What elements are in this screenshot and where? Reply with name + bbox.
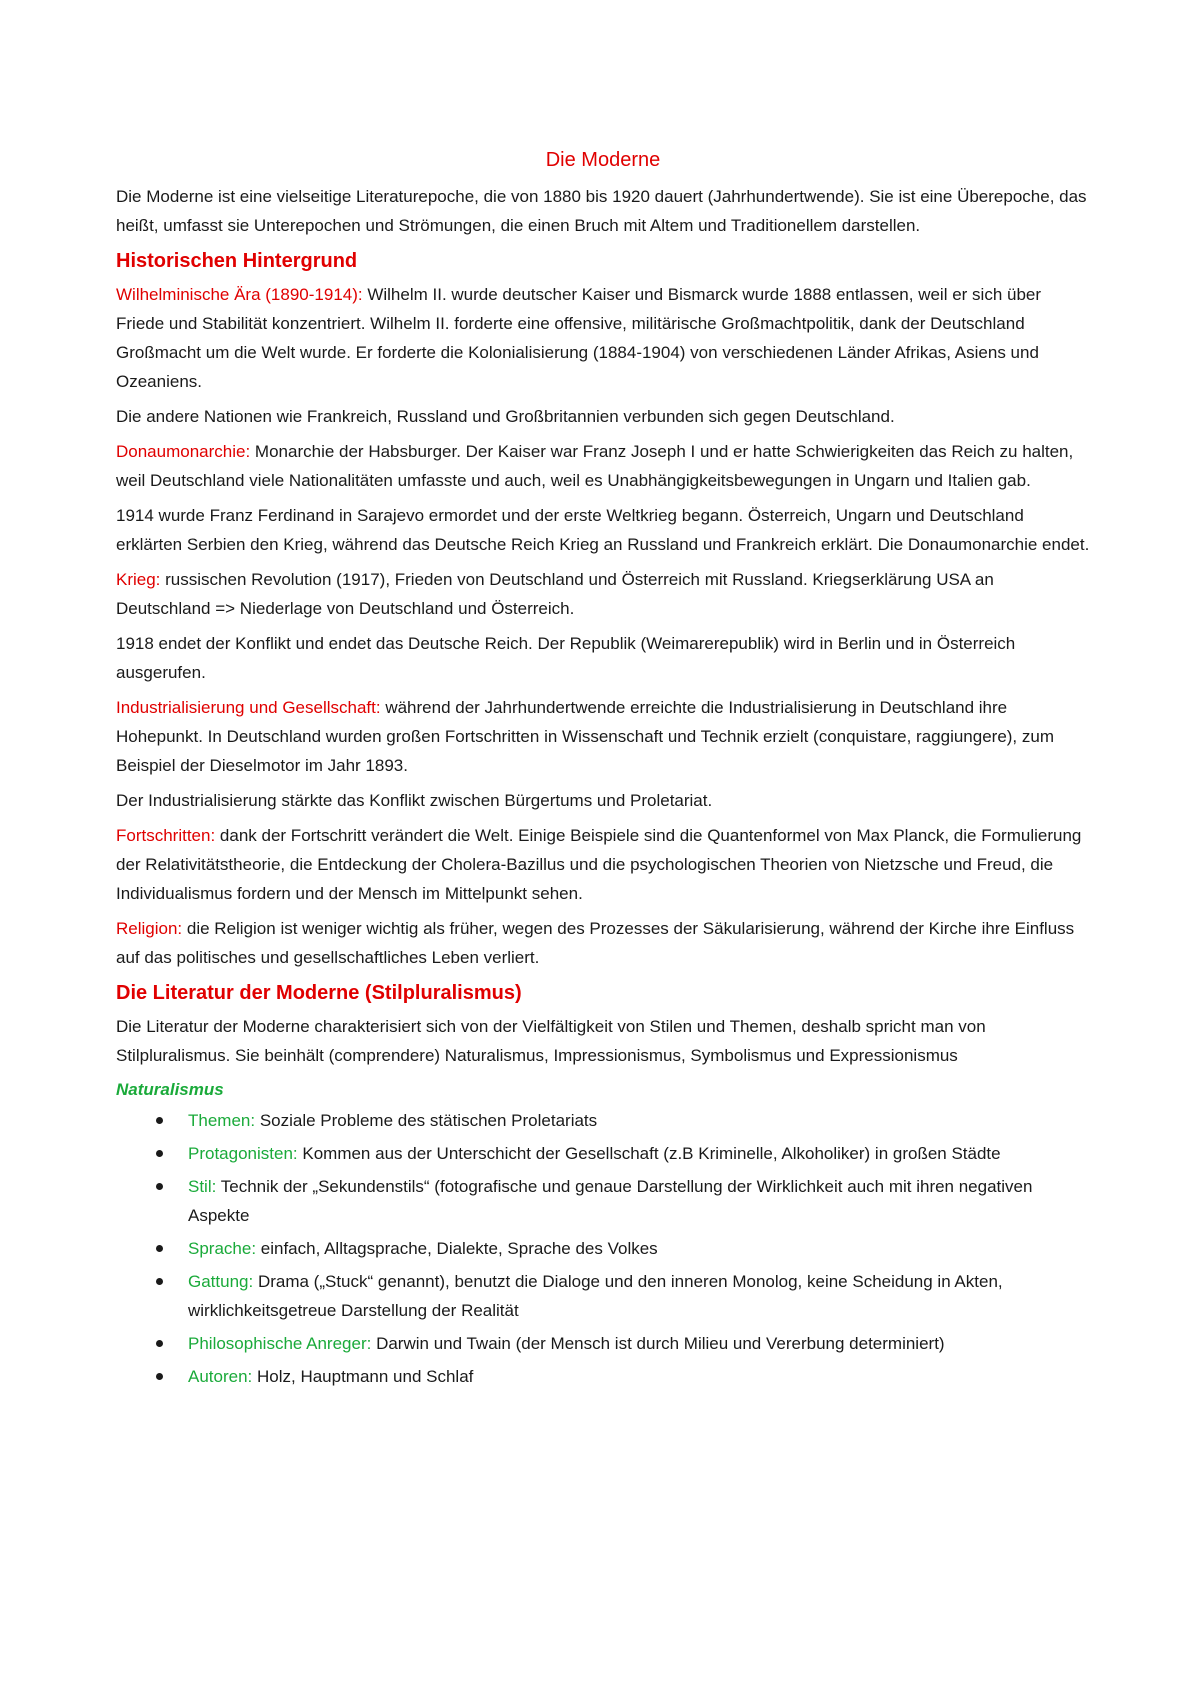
paragraph-fortschritten <box>116 821 1090 908</box>
item-label: Autoren: <box>188 1367 253 1386</box>
item-text: einfach, Alltagsprache, Dialekte, Sprache des Volkes <box>256 1239 658 1258</box>
naturalismus-list <box>116 1106 1090 1391</box>
intro-paragraph: Die Moderne ist eine vielseitige Literaturepoche, die von 1880 bis 1920 dauert (Jahrhundertwende). Sie ist eine Überepoche, das heißt, umfasst sie Unterepochen und Strömungen, die einen Bruch mit Altem und Traditionellem darstellen. <box>116 187 1087 235</box>
bullet-icon <box>156 1340 163 1347</box>
list-item <box>116 1172 1090 1230</box>
document-title: Die Moderne <box>545 149 661 171</box>
paragraph-industrialisierung <box>116 693 1090 780</box>
term-label: Industrialisierung und Gesellschaft: <box>116 698 381 717</box>
bullet-icon <box>156 1117 163 1124</box>
paragraph-text: die Religion ist weniger wichtig als früher, wegen des Prozesses der Säkularisierung, während der Kirche ihre Einfluss auf das politisches und gesellschaftliches Leben verliert. <box>116 919 1075 967</box>
paragraph-wilhelminische <box>116 280 1090 396</box>
paragraph-1914: 1914 wurde Franz Ferdinand in Sarajevo ermordet und der erste Weltkrieg begann. Österreich, Ungarn und Deutschland erklärten Serbien den Krieg, während das Deutsche Reich Krieg an Russland und Frankreich erklärt. Die Donaumonarchie endet. <box>116 506 1090 554</box>
bullet-icon <box>156 1373 163 1380</box>
paragraph-text: während der Jahrhundertwende erreichte die Industrialisierung in Deutschland ihre Hohepunkt. In Deutschland wurden großen Fortschritten in Wissenschaft und Technik erzielt (conquistare, raggiungere), zum Beispiel der Dieselmotor im Jahr 1893. <box>116 698 1054 775</box>
paragraph-text: dank der Fortschritt verändert die Welt. Einige Beispiele sind die Quantenformel von Max Planck, die Formulierung der Relativitätstheorie, die Entdeckung der Cholera-Bazillus und die psychologischen Theorien von Nietzsche und Freud, die Individualismus fordern und der Mensch im Mittelpunkt sehen. <box>116 826 1082 903</box>
item-label: Gattung: <box>188 1272 254 1291</box>
item-text: Drama („Stuck“ genannt), benutzt die Dialoge und den inneren Monolog, keine Scheidung in Akten, wirklichkeitsgetreue Darstellung der Realität <box>188 1272 1003 1320</box>
term-label: Wilhelminische Ära (1890-1914): <box>116 285 363 304</box>
list-item <box>116 1234 1090 1263</box>
term-label: Krieg: <box>116 570 161 589</box>
paragraph-text: Monarchie der Habsburger. Der Kaiser war Franz Joseph I und er hatte Schwierigkeiten das Reich zu halten, weil Deutschland viele Nationalitäten umfasste und auch, weil es Unabhängigkeitsbewegungen in Ungarn und Italien gab. <box>116 442 1074 490</box>
paragraph-donaumonarchie <box>116 437 1090 495</box>
list-item <box>116 1329 1090 1358</box>
list-item <box>116 1106 1090 1135</box>
item-label: Themen: <box>188 1111 256 1130</box>
item-text: Darwin und Twain (der Mensch ist durch Milieu und Vererbung determiniert) <box>371 1334 945 1353</box>
item-label: Stil: <box>188 1177 217 1196</box>
paragraph-1918: 1918 endet der Konflikt und endet das Deutsche Reich. Der Republik (Weimarerepublik) wird in Berlin und in Österreich ausgerufen. <box>116 634 1016 682</box>
term-label: Fortschritten: <box>116 826 216 845</box>
item-text: Technik der „Sekundenstils“ (fotografische und genaue Darstellung der Wirklichkeit auch mit ihren negativen Aspekte <box>188 1177 1033 1225</box>
section-heading-literature: Die Literatur der Moderne (Stilpluralismus) <box>116 982 522 1004</box>
subheading-naturalismus: Naturalismus <box>116 1080 224 1099</box>
paragraph-konflikt: Der Industrialisierung stärkte das Konflikt zwischen Bürgertums und Proletariat. <box>116 791 713 810</box>
term-label: Donaumonarchie: <box>116 442 251 461</box>
item-text: Holz, Hauptmann und Schlaf <box>252 1367 474 1386</box>
list-item <box>116 1139 1090 1168</box>
paragraph-religion <box>116 914 1090 972</box>
item-text: Soziale Probleme des stätischen Proletariats <box>255 1111 598 1130</box>
bullet-icon <box>156 1150 163 1157</box>
paragraph-text: russischen Revolution (1917), Frieden von Deutschland und Österreich mit Russland. Kriegserklärung USA an Deutschland => Niederlage von Deutschland und Österreich. <box>116 570 994 618</box>
paragraph-nations: Die andere Nationen wie Frankreich, Russland und Großbritannien verbunden sich gegen Deutschland. <box>116 407 895 426</box>
list-item <box>116 1267 1090 1325</box>
bullet-icon <box>156 1278 163 1285</box>
term-label: Religion: <box>116 919 183 938</box>
section-heading-historical: Historischen Hintergrund <box>116 250 358 272</box>
bullet-icon <box>156 1245 163 1252</box>
list-item <box>116 1362 1090 1391</box>
bullet-icon <box>156 1183 163 1190</box>
item-label: Protagonisten: <box>188 1144 298 1163</box>
item-text: Kommen aus der Unterschicht der Gesellschaft (z.B Kriminelle, Alkoholiker) in großen Städte <box>297 1144 1001 1163</box>
item-label: Philosophische Anreger: <box>188 1334 372 1353</box>
paragraph-krieg <box>116 565 1090 623</box>
item-label: Sprache: <box>188 1239 257 1258</box>
literature-intro-paragraph: Die Literatur der Moderne charakterisiert sich von der Vielfältigkeit von Stilen und Themen, deshalb spricht man von Stilpluralismus. Sie beinhält (comprendere) Naturalismus, Impressionismus, Symbolismus und Expressionismus <box>116 1017 986 1065</box>
paragraph-text: Wilhelm II. wurde deutscher Kaiser und Bismarck wurde 1888 entlassen, weil er sich über Friede und Stabilität konzentriert. Wilhelm II. forderte eine offensive, militärische Großmachtpolitik, dank der Deutschland Großmacht um die Welt wurde. Er forderte die Kolonialisierung (1884-1904) von verschiedenen Länder Afrikas, Asiens und Ozeaniens. <box>116 285 1042 391</box>
